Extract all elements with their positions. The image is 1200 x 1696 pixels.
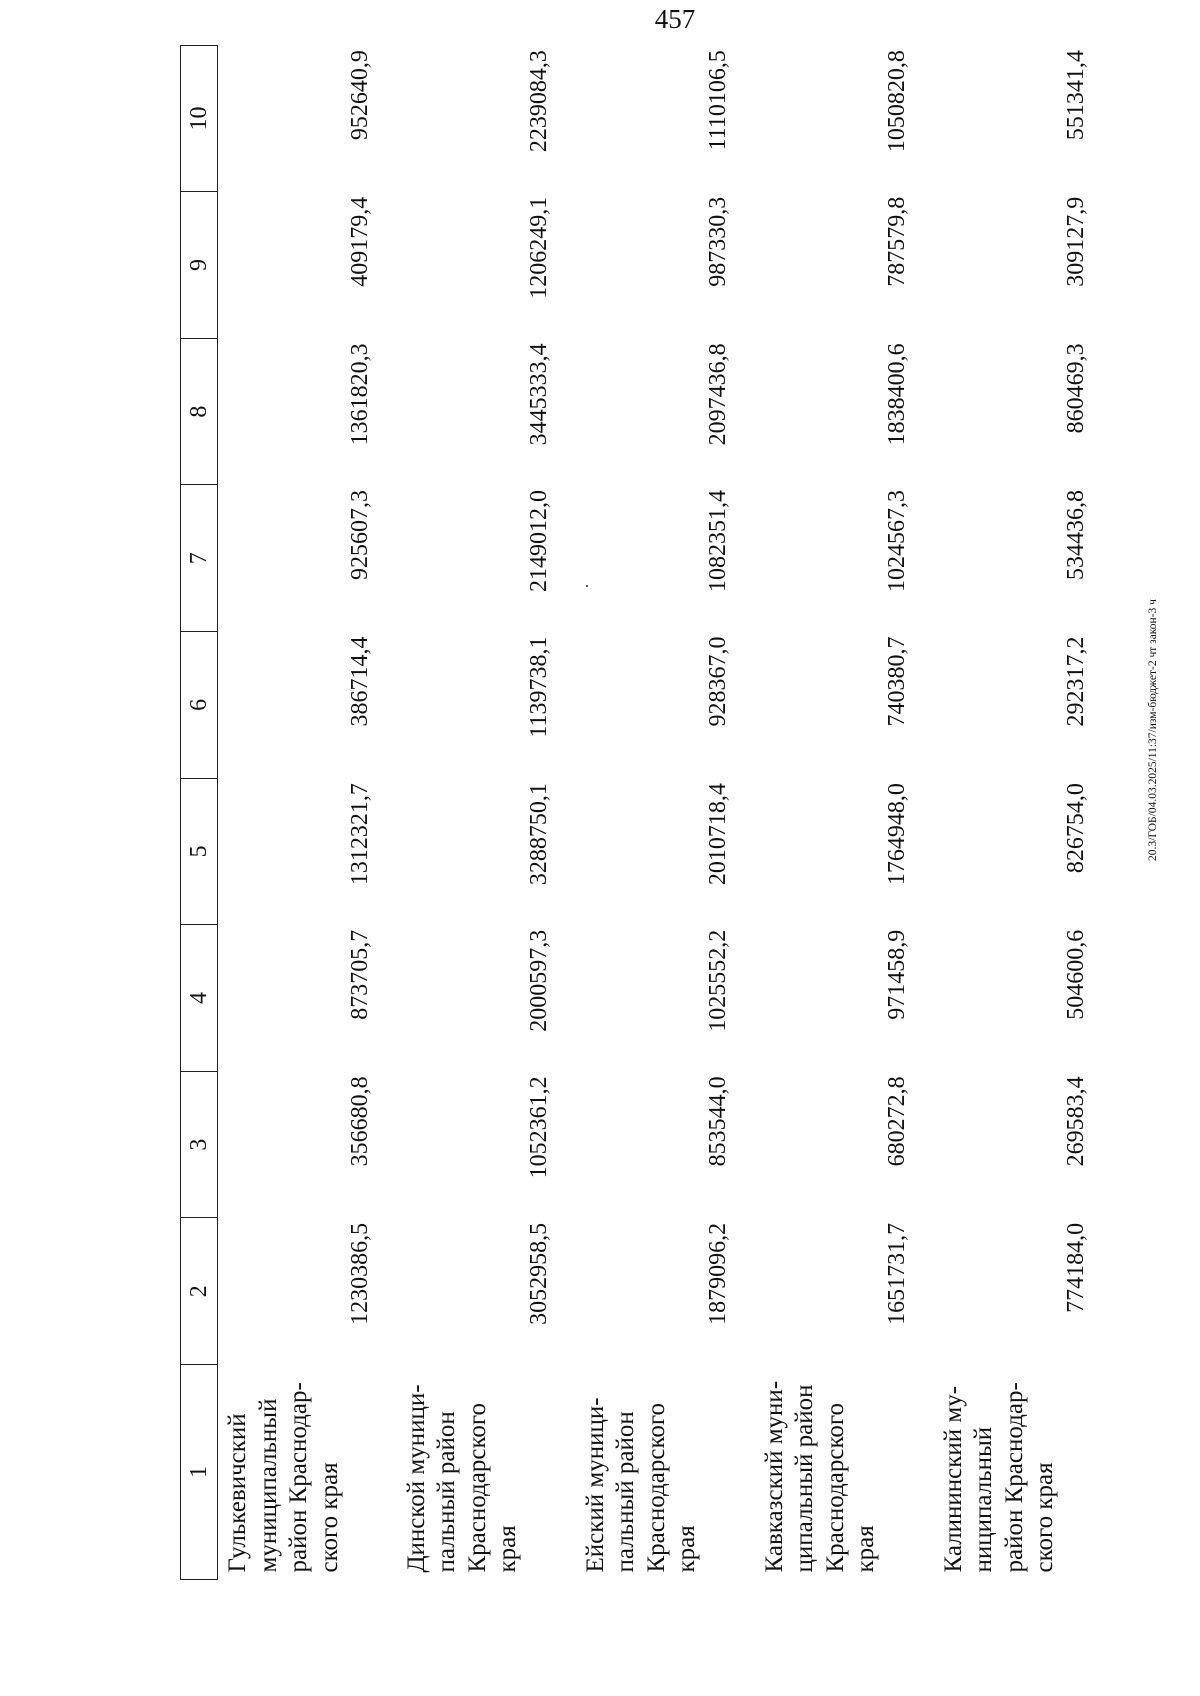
district-name-cell: Кавказский муни-ципальный район Краснодарского края xyxy=(760,1380,879,1573)
table-body xyxy=(218,45,1113,1579)
value-cell: 1838400,6 xyxy=(883,343,910,446)
district-name-cell: Ейский муници-пальный район Краснодарского края xyxy=(581,1397,700,1573)
header-cell: 1 xyxy=(181,1365,218,1580)
value-cell: 787579,8 xyxy=(883,196,910,287)
value-cell: 1110106,5 xyxy=(704,50,731,151)
header-cell: 2 xyxy=(181,1218,218,1365)
value-cell: 551341,4 xyxy=(1062,50,1089,141)
value-cell: 853544,0 xyxy=(704,1076,731,1167)
value-cell: 1082351,4 xyxy=(704,489,731,592)
header-cell: 9 xyxy=(181,192,218,339)
value-cell: 2239084,3 xyxy=(525,50,552,153)
value-cell: 356680,8 xyxy=(346,1076,373,1167)
value-cell: 1361820,3 xyxy=(346,343,373,446)
table-row xyxy=(576,45,755,1579)
value-cell: 409179,4 xyxy=(346,196,373,287)
header-cell: 7 xyxy=(181,485,218,632)
district-name-cell: Динской муници-пальный район Краснодарского края xyxy=(402,1384,521,1573)
header-cell: 4 xyxy=(181,925,218,1072)
value-cell: 987330,3 xyxy=(704,196,731,287)
budget-table xyxy=(180,45,1113,1580)
table-row xyxy=(934,45,1113,1579)
value-cell: 952640,9 xyxy=(346,50,373,141)
value-cell: 1230386,5 xyxy=(346,1222,373,1325)
header-cell: 5 xyxy=(181,778,218,925)
value-cell: 269583,4 xyxy=(1062,1076,1089,1167)
value-cell: 680272,8 xyxy=(883,1076,910,1167)
value-cell: 873705,7 xyxy=(346,929,373,1020)
value-cell: 1651731,7 xyxy=(883,1222,910,1325)
value-cell: 2097436,8 xyxy=(704,343,731,446)
value-cell: 1206249,1 xyxy=(525,196,552,299)
value-cell: 928367,0 xyxy=(704,636,731,727)
value-cell: 2010718,4 xyxy=(704,783,731,886)
table-row xyxy=(755,45,934,1579)
value-cell: 1879096,2 xyxy=(704,1222,731,1325)
value-cell: 826754,0 xyxy=(1062,783,1089,874)
value-cell: 2000597,3 xyxy=(525,929,552,1032)
table-header xyxy=(181,45,218,1579)
footer-code-text: 20.3/ГОБ/04.03.2025/11:37/изм-бюджет-2 чт закон-3 ч xyxy=(1147,598,1159,861)
value-cell: 1050820,8 xyxy=(883,50,910,153)
value-cell: 3052958,5 xyxy=(525,1222,552,1325)
value-cell: 309127,9 xyxy=(1062,196,1089,287)
page-number: 457 xyxy=(654,4,696,34)
value-cell: 1312321,7 xyxy=(346,783,373,886)
value-cell: 386714,4 xyxy=(346,636,373,727)
header-cell: 10 xyxy=(181,45,218,192)
value-cell: 740380,7 xyxy=(883,636,910,727)
value-cell: 3288750,1 xyxy=(525,783,552,886)
table-row xyxy=(397,45,576,1579)
value-cell: 1764948,0 xyxy=(883,783,910,886)
value-cell: 774184,0 xyxy=(1062,1222,1089,1313)
rotated-table-container xyxy=(180,45,1112,1580)
value-cell: 2149012,0 xyxy=(525,489,552,592)
value-cell: 1139738,1 xyxy=(525,636,552,738)
header-cell: 8 xyxy=(181,338,218,485)
table-row xyxy=(218,45,397,1579)
footer-code xyxy=(1140,122,1166,1337)
value-cell: 292317,2 xyxy=(1062,636,1089,727)
value-cell: 3445333,4 xyxy=(525,343,552,446)
value-cell: 1052361,2 xyxy=(525,1076,552,1179)
header-cell: 3 xyxy=(181,1071,218,1218)
district-name-cell: Гулькевичский муниципальный район Краснодар-ского края xyxy=(224,1382,343,1573)
value-cell: 971458,9 xyxy=(883,929,910,1020)
district-name-cell: Калининский му-ниципальный район Краснодар-ского края xyxy=(939,1382,1058,1573)
value-cell: 925607,3 xyxy=(346,489,373,580)
header-row xyxy=(181,45,218,1579)
header-cell: 6 xyxy=(181,632,218,779)
value-cell: 504600,6 xyxy=(1062,929,1089,1020)
value-cell: 1024567,3 xyxy=(883,489,910,592)
value-cell: 860469,3 xyxy=(1062,343,1089,434)
value-cell: 1025552,2 xyxy=(704,929,731,1032)
value-cell: 534436,8 xyxy=(1062,489,1089,580)
